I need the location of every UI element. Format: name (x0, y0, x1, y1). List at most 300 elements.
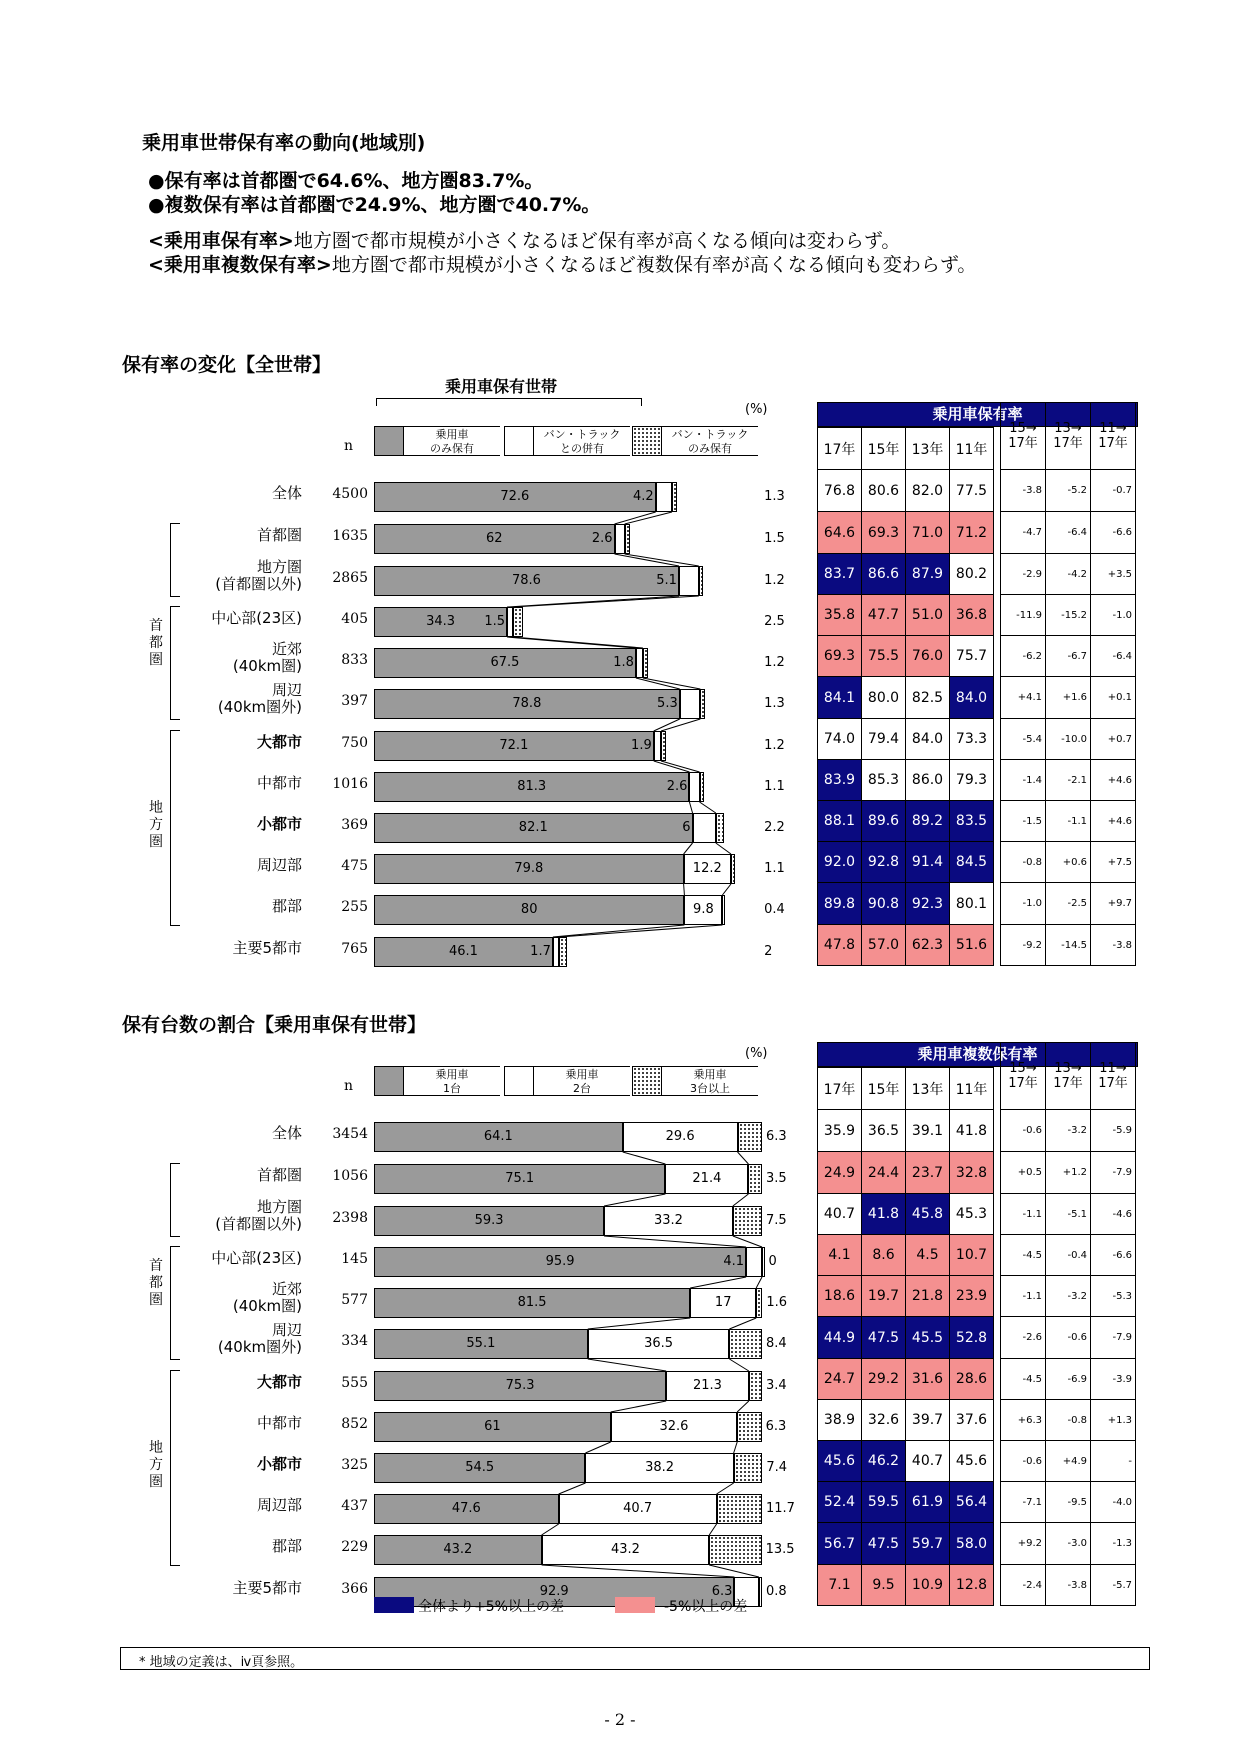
chart1-table-cell: 85.3 (862, 760, 906, 801)
chart1-table-cell: 62.3 (906, 925, 950, 966)
chart2-table-cell: 7.1 (818, 1565, 862, 1606)
chart2-bar-value-1: 59.3 (474, 1213, 504, 1228)
chart2-bar-segment-3 (749, 1371, 762, 1401)
chart2-diff-cell: -1.1 (1001, 1194, 1046, 1235)
chart2-row-label-sub: (40km圏) (232, 1297, 302, 1315)
chart2-diff-cell: -3.8 (1046, 1565, 1091, 1606)
chart1-bar-segment-3 (699, 566, 704, 596)
chart2-connector-line (604, 1194, 665, 1206)
chart1-connector-line (513, 637, 643, 648)
chart1-table-cell: 89.2 (906, 801, 950, 842)
chart1-table-cell: 92.3 (906, 883, 950, 925)
chart2-bar-value-3: 8.4 (766, 1336, 787, 1351)
chart1-bar-value-2: 5.3 (657, 696, 678, 711)
chart2-bar-value-3: 6.3 (766, 1129, 787, 1144)
chart1-bar-value-3: 1.5 (764, 531, 785, 546)
chart1-bar-value-1: 67.5 (490, 655, 520, 670)
chart1-diff-cell: -4.7 (1001, 512, 1046, 554)
chart2-legend-swatch-1 (374, 1066, 404, 1096)
chart1-bar-value-3: 1.1 (764, 861, 785, 876)
chart1-diff-header: 13→ 17年 (1046, 403, 1091, 470)
chart1-table-cell: 83.7 (818, 554, 862, 595)
chart2-table-cell: 10.7 (950, 1235, 994, 1276)
page-title: 乗用車世帯保有率の動向(地域別) (142, 132, 426, 154)
chart1-table-cell: 83.5 (950, 801, 994, 842)
chart1-n-value: 833 (341, 652, 368, 668)
chart1-diff-cell: -6.6 (1091, 512, 1136, 554)
chart2-connector-line (611, 1401, 666, 1412)
chart2-bar-value-3: 6.3 (765, 1419, 787, 1434)
chart2-table-cell: 10.9 (906, 1565, 950, 1606)
chart1-table-cell: 84.0 (906, 719, 950, 760)
chart1-diff-cell: -3.8 (1001, 470, 1046, 512)
chart2-bar-value-3: 0 (768, 1254, 777, 1269)
chart2-row-label (112, 1281, 302, 1315)
chart2-connector-line (588, 1318, 690, 1329)
chart1-year-header: 15年 (862, 428, 906, 470)
chart2-bar-value-1: 61 (484, 1419, 501, 1434)
chart1-bar-segment-2 (680, 689, 701, 719)
chart2-table-cell: 41.8 (862, 1194, 906, 1235)
chart1-table-cell: 83.9 (818, 760, 862, 801)
chart2-diff-cell: -5.3 (1091, 1276, 1136, 1317)
chart2-connector-line (542, 1565, 735, 1577)
chart2-bar-segment-3 (748, 1164, 762, 1194)
summary-note-1 (148, 226, 900, 253)
chart2-connector-line (588, 1359, 666, 1371)
chart1-bar-value-2: 1.9 (631, 738, 652, 753)
chart1-diff-cell: -5.2 (1046, 470, 1091, 512)
chart2-unit-label: (%) (745, 1046, 768, 1061)
chart1-table-cell: 80.1 (950, 883, 994, 925)
chart1-diff-cell: -10.0 (1046, 719, 1091, 760)
chart2-diff-cell: +9.2 (1001, 1523, 1046, 1565)
chart1-diff-header: 15→ 17年 (1001, 403, 1046, 470)
chart2-diff-header: 13→ 17年 (1046, 1043, 1091, 1110)
chart1-diff-cell: -1.0 (1001, 883, 1046, 925)
chart1-bar-value-3: 2.2 (764, 820, 785, 835)
chart2-bracket-rows (170, 1163, 180, 1237)
chart2-table-cell: 32.6 (862, 1400, 906, 1441)
chart2-table-cell: 59.7 (906, 1523, 950, 1565)
chart2-row-label: 周辺部 (256, 1496, 302, 1514)
chart1-table-cell: 69.3 (862, 512, 906, 554)
chart2-bar-segment-3 (759, 1577, 762, 1607)
chart1-diff-cell: +0.1 (1091, 677, 1136, 719)
legend-low-label: -5%以上の差 (664, 1599, 748, 1615)
chart1-table-cell: 51.6 (950, 925, 994, 966)
chart2-row-label: 主要5都市 (232, 1579, 302, 1597)
chart2-n-value: 577 (341, 1292, 368, 1308)
chart1-bar-value-1: 78.6 (512, 573, 541, 588)
chart2-row-label: 大都市 (256, 1373, 302, 1391)
chart2-row-label: 中心部(23区) (211, 1249, 302, 1267)
chart2-connector-line (729, 1318, 756, 1329)
chart1-table-cell: 89.8 (818, 883, 862, 925)
chart2-table-cell: 35.9 (818, 1110, 862, 1152)
chart1-bar-value-1: 81.3 (517, 779, 547, 794)
chart2-table-cell: 52.8 (950, 1317, 994, 1359)
chart1-diff-cell: -4.2 (1046, 554, 1091, 595)
chart2-diff-cell: -3.9 (1091, 1359, 1136, 1400)
chart2-table-cell: 39.1 (906, 1110, 950, 1152)
chart2-bar-value-2: 33.2 (654, 1213, 683, 1228)
chart2-bar-value-1: 54.5 (465, 1460, 495, 1475)
chart1-diff-table (1000, 402, 1136, 966)
chart1-year-header: 11年 (950, 428, 994, 470)
chart2-diff-cell: -7.9 (1091, 1317, 1136, 1359)
chart2-diff-header: 15→ 17年 (1001, 1043, 1046, 1110)
chart1-bracket-chiho (170, 730, 180, 926)
chart1-row-label: 郡部 (271, 897, 302, 915)
chart1-n-value: 765 (341, 941, 368, 957)
chart1-bar-value-1: 34.3 (426, 614, 456, 629)
chart1-table-cell: 75.5 (862, 636, 906, 677)
section-1-title: 保有率の変化【全世帯】 (122, 354, 332, 376)
chart1-n-header: n (344, 438, 354, 454)
legend-low-swatch (615, 1597, 655, 1613)
chart1-n-value: 1016 (332, 776, 368, 792)
chart1-bar-value-1: 46.1 (448, 944, 478, 959)
chart1-row-label-main: 周辺 (271, 681, 302, 699)
chart2-diff-cell: -3.2 (1046, 1276, 1091, 1317)
chart2-bar-value-1: 64.1 (483, 1129, 513, 1144)
chart2-year-header: 11年 (950, 1068, 994, 1110)
chart1-table-cell: 90.8 (862, 883, 906, 925)
chart1-connector-line (507, 637, 636, 648)
chart2-connector-line (709, 1565, 759, 1577)
chart2-connector-line (733, 1236, 762, 1247)
chart1-bar-value-3: 1.3 (764, 489, 785, 504)
chart2-bar-value-2: 38.2 (645, 1460, 675, 1475)
chart2-n-value: 366 (341, 1581, 368, 1597)
summary-note-2 (148, 250, 976, 277)
chart1-row-label (112, 641, 302, 675)
chart1-bar-value-1: 72.6 (500, 489, 530, 504)
chart2-row-label: 郡部 (271, 1537, 302, 1555)
page-number: - 2 - (604, 1710, 636, 1729)
chart2-bar-value-3: 3.5 (766, 1171, 787, 1186)
chart2-table-title: 乗用車複数保有率 (817, 1042, 1138, 1067)
chart1-bar-segment-3 (731, 854, 735, 884)
chart1-table-cell: 47.8 (818, 925, 862, 966)
chart1-diff-cell: -0.8 (1001, 842, 1046, 883)
chart1-bar-value-2: 1.5 (484, 614, 506, 629)
chart1-table-cell: 71.2 (950, 512, 994, 554)
chart2-bar-segment-3 (709, 1535, 761, 1565)
chart1-bar-segment-2 (656, 482, 672, 512)
chart1-diff-cell: +0.7 (1091, 719, 1136, 760)
chart1-bracket-rows (170, 523, 180, 597)
chart1-row-label: 首都圏 (256, 526, 302, 544)
chart1-table-cell: 57.0 (862, 925, 906, 966)
chart2-table-cell: 23.9 (950, 1276, 994, 1317)
chart1-n-value: 397 (341, 693, 368, 709)
chart1-bar-segment-2 (679, 566, 699, 596)
chart2-legend-swatch-3 (632, 1066, 662, 1096)
chart1-row-label: 周辺部 (256, 856, 302, 874)
chart1-connector-line (689, 802, 692, 813)
chart2-bar-value-2: 43.2 (610, 1542, 640, 1557)
chart1-bar-value-2: 1.8 (613, 655, 634, 670)
chart1-table-cell: 71.0 (906, 512, 950, 554)
chart2-connector-line (737, 1401, 749, 1412)
chart1-row-label: 全体 (271, 484, 302, 502)
chart2-row-label: 全体 (271, 1124, 302, 1142)
chart1-table-cell: 84.1 (818, 677, 862, 719)
chart1-bar-segment-3 (716, 813, 725, 843)
chart2-row-label (112, 1199, 302, 1233)
chart1-table-cell: 82.5 (906, 677, 950, 719)
chart1-n-value: 255 (341, 899, 368, 915)
chart1-diff-cell: -3.8 (1091, 925, 1136, 966)
chart1-unit-label: (%) (745, 402, 768, 417)
chart1-bar-segment-3 (661, 731, 666, 761)
chart2-table-cell: 59.5 (862, 1482, 906, 1523)
chart2-table-cell: 36.5 (862, 1110, 906, 1152)
chart2-bar-value-3: 0.8 (766, 1584, 787, 1599)
chart1-diff-cell: -9.2 (1001, 925, 1046, 966)
summary-note-1-text: 地方圏で都市規模が小さくなるほど保有率が高くなる傾向は変わらず。 (293, 230, 901, 252)
chart2-diff-cell: +6.3 (1001, 1400, 1046, 1441)
chart1-bar-value-2: 1.7 (530, 944, 551, 959)
chart2-table-cell: 24.7 (818, 1359, 862, 1400)
chart2-row-label: 中都市 (256, 1414, 302, 1432)
chart1-n-value: 4500 (332, 486, 368, 502)
chart1-connector-line (654, 761, 690, 772)
chart2-bar-segment-3 (734, 1453, 763, 1483)
chart1-table-cell: 89.6 (862, 801, 906, 842)
chart2-row-label-main: 近郊 (271, 1280, 302, 1298)
chart1-bar-segment-2 (693, 813, 716, 843)
chart1-table-cell: 80.2 (950, 554, 994, 595)
chart2-year-header: 17年 (818, 1068, 862, 1110)
chart1-table-cell: 73.3 (950, 719, 994, 760)
chart2-n-value: 3454 (332, 1126, 368, 1142)
chart1-bar-value-2: 6 (682, 820, 691, 835)
chart2-connector-line (717, 1483, 734, 1494)
chart1-legend-label-1: 乗用車 のみ保有 (404, 426, 500, 456)
chart1-diff-cell: -2.1 (1046, 760, 1091, 801)
chart2-table-cell: 24.4 (862, 1152, 906, 1194)
chart1-connector-line (684, 843, 693, 854)
chart2-diff-cell: -5.7 (1091, 1565, 1136, 1606)
chart1-n-value: 369 (341, 817, 368, 833)
chart1-bracket-shuto (170, 606, 180, 720)
chart2-diff-cell: -6.9 (1046, 1359, 1091, 1400)
chart2-connector-line (585, 1442, 610, 1453)
chart1-table-cell: 82.0 (906, 470, 950, 512)
summary-note-2-text: 地方圏で都市規模が小さくなるほど複数保有率が高くなる傾向も変わらず。 (331, 254, 977, 276)
chart1-legend-swatch-2 (504, 426, 534, 456)
chart2-diff-cell: - (1091, 1441, 1136, 1482)
chart2-legend-swatch-2 (504, 1066, 534, 1096)
chart2-n-value: 1056 (332, 1168, 368, 1184)
chart1-diff-cell: -1.0 (1091, 595, 1136, 636)
chart1-connector-line (661, 761, 699, 772)
chart1-n-value: 405 (341, 611, 368, 627)
chart1-table-cell: 79.3 (950, 760, 994, 801)
chart1-diff-cell: -6.4 (1046, 512, 1091, 554)
chart2-year-header: 13年 (906, 1068, 950, 1110)
chart2-diff-header: 11→ 17年 (1091, 1043, 1136, 1110)
chart2-table-cell: 29.2 (862, 1359, 906, 1400)
chart1-row-label: 主要5都市 (232, 939, 302, 957)
chart1-diff-cell: -2.9 (1001, 554, 1046, 595)
chart1-row-label: 小都市 (256, 815, 302, 833)
chart2-table-cell: 24.9 (818, 1152, 862, 1194)
chart1-group-label-chiho: 地 方 圏 (149, 800, 163, 850)
chart2-table-cell: 9.5 (862, 1565, 906, 1606)
chart1-table-cell: 51.0 (906, 595, 950, 636)
chart2-n-value: 2398 (332, 1210, 368, 1226)
summary-bullet-1: ●保有率は首都圏で64.6%、地方圏83.7%。 (148, 170, 544, 192)
chart1-diff-header: 11→ 17年 (1091, 403, 1136, 470)
chart1-group-bracket (376, 398, 642, 406)
chart2-bar-value-3: 13.5 (765, 1542, 795, 1557)
chart2-legend-label-1: 乗用車 1台 (404, 1066, 500, 1096)
chart2-bar-value-3: 3.4 (766, 1378, 787, 1393)
chart1-table-cell: 91.4 (906, 842, 950, 883)
chart1-diff-cell: -0.7 (1091, 470, 1136, 512)
chart1-connector-line (553, 925, 685, 937)
chart1-bar-value-1: 72.1 (499, 738, 529, 753)
chart1-connector-line (625, 554, 699, 566)
chart1-diff-cell: -11.9 (1001, 595, 1046, 636)
chart2-table-cell: 45.6 (818, 1441, 862, 1482)
chart2-table-cell: 45.8 (906, 1194, 950, 1235)
chart1-table-cell: 77.5 (950, 470, 994, 512)
chart2-diff-cell: -0.6 (1001, 1110, 1046, 1152)
chart2-table-cell: 52.4 (818, 1482, 862, 1523)
chart2-n-value: 229 (341, 1539, 368, 1555)
chart2-bar-segment-3 (717, 1494, 762, 1524)
chart1-bar-segment-3 (672, 482, 677, 512)
chart1-bar-value-3: 1.2 (764, 738, 785, 753)
chart2-table-cell: 32.8 (950, 1152, 994, 1194)
chart1-bar-segment-3 (559, 937, 567, 967)
chart1-diff-cell: +7.5 (1091, 842, 1136, 883)
chart1-legend-label-3: バン・トラック のみ保有 (662, 426, 758, 456)
chart2-diff-cell: +1.2 (1046, 1152, 1091, 1194)
chart1-connector-line (643, 678, 700, 689)
chart2-row-label-sub: (40km圏外) (217, 1338, 302, 1356)
chart2-table-cell: 61.9 (906, 1482, 950, 1523)
summary-note-1-tag: <乗用車保有率> (148, 230, 294, 252)
chart1-bar-value-3: 2.5 (764, 614, 785, 629)
chart2-diff-cell: -0.6 (1046, 1317, 1091, 1359)
chart1-bar-segment-3 (643, 648, 648, 678)
chart2-row-label-main: 地方圏 (256, 1198, 302, 1216)
chart2-diff-cell: +1.3 (1091, 1400, 1136, 1441)
chart1-n-value: 2865 (332, 570, 368, 586)
chart1-year-header: 17年 (818, 428, 862, 470)
chart2-table-cell: 44.9 (818, 1317, 862, 1359)
chart2-diff-cell: -2.6 (1001, 1317, 1046, 1359)
chart1-connector-line (684, 884, 685, 895)
chart1-table-cell: 74.0 (818, 719, 862, 760)
chart2-diff-cell: -1.3 (1091, 1523, 1136, 1565)
chart2-diff-cell: -6.6 (1091, 1235, 1136, 1276)
chart2-n-value: 555 (341, 1375, 368, 1391)
chart1-connector-line (559, 925, 722, 937)
chart2-diff-cell: -1.1 (1001, 1276, 1046, 1317)
chart1-diff-cell: +4.6 (1091, 801, 1136, 842)
chart2-legend-label-3: 乗用車 3台以上 (662, 1066, 758, 1096)
footnote: * 地域の定義は、ⅳ頁参照。 (120, 1647, 1150, 1670)
chart1-connector-line (615, 554, 679, 566)
chart2-row-label-sub: (首都圏以外) (215, 1215, 302, 1233)
chart1-bar-value-1: 78.8 (512, 696, 542, 711)
chart2-bar-value-2: 40.7 (623, 1501, 653, 1516)
chart1-bar-value-1: 79.8 (514, 861, 544, 876)
chart2-table-cell: 39.7 (906, 1400, 950, 1441)
chart1-diff-cell: -1.4 (1001, 760, 1046, 801)
chart1-row-label (112, 559, 302, 593)
chart1-table-cell: 80.6 (862, 470, 906, 512)
chart1-bar-value-3: 1.1 (764, 779, 785, 794)
chart1-bar-value-2: 2.6 (591, 531, 613, 546)
chart2-bar-segment-3 (738, 1122, 762, 1152)
chart2-n-value: 334 (341, 1333, 368, 1349)
chart2-table-cell: 21.8 (906, 1276, 950, 1317)
chart2-n-value: 437 (341, 1498, 368, 1514)
chart1-diff-cell: +0.6 (1046, 842, 1091, 883)
chart2-bar-value-1: 55.1 (466, 1336, 496, 1351)
chart2-bar-segment-3 (737, 1412, 761, 1442)
chart2-table-cell: 58.0 (950, 1523, 994, 1565)
chart2-connector-line (734, 1442, 737, 1453)
chart1-bar-segment-3 (513, 607, 523, 637)
chart1-value-table (817, 427, 994, 966)
chart1-table-cell: 84.5 (950, 842, 994, 883)
chart1-row-label-sub: (首都圏以外) (215, 575, 302, 593)
chart2-connector-line (709, 1524, 716, 1535)
chart1-diff-cell: -1.1 (1046, 801, 1091, 842)
chart2-diff-cell: -9.5 (1046, 1482, 1091, 1523)
chart2-diff-cell: -5.1 (1046, 1194, 1091, 1235)
chart2-group-label-shuto: 首 都 圏 (149, 1258, 163, 1308)
chart2-table-cell: 41.8 (950, 1110, 994, 1152)
chart1-row-label-sub: (40km圏) (232, 657, 302, 675)
chart1-table-cell: 86.6 (862, 554, 906, 595)
chart2-table-cell: 38.9 (818, 1400, 862, 1441)
chart1-diff-cell: -1.5 (1001, 801, 1046, 842)
chart1-table-cell: 64.6 (818, 512, 862, 554)
chart1-row-label: 中都市 (256, 774, 302, 792)
chart1-diff-cell: -14.5 (1046, 925, 1091, 966)
chart2-table-cell: 4.5 (906, 1235, 950, 1276)
chart2-table-cell: 45.5 (906, 1317, 950, 1359)
chart2-bar-segment-3 (756, 1288, 762, 1318)
chart2-table-cell: 12.8 (950, 1565, 994, 1606)
chart1-table-cell: 76.8 (818, 470, 862, 512)
chart1-table-cell: 76.0 (906, 636, 950, 677)
chart2-bar-segment-3 (729, 1329, 762, 1359)
chart2-connector-line (559, 1483, 586, 1494)
chart1-table-cell: 75.7 (950, 636, 994, 677)
chart1-bar-value-1: 62 (486, 531, 503, 546)
chart2-diff-cell: +0.5 (1001, 1152, 1046, 1194)
chart1-table-cell: 87.9 (906, 554, 950, 595)
chart1-bar-value-2: 5.1 (656, 573, 677, 588)
chart1-table-cell: 84.0 (950, 677, 994, 719)
chart2-diff-cell: -5.9 (1091, 1110, 1136, 1152)
chart1-bar-segment-3 (625, 524, 631, 554)
chart1-bar-value-3: 1.2 (764, 655, 785, 670)
chart1-table-cell: 69.3 (818, 636, 862, 677)
chart1-connector-line (654, 719, 680, 731)
